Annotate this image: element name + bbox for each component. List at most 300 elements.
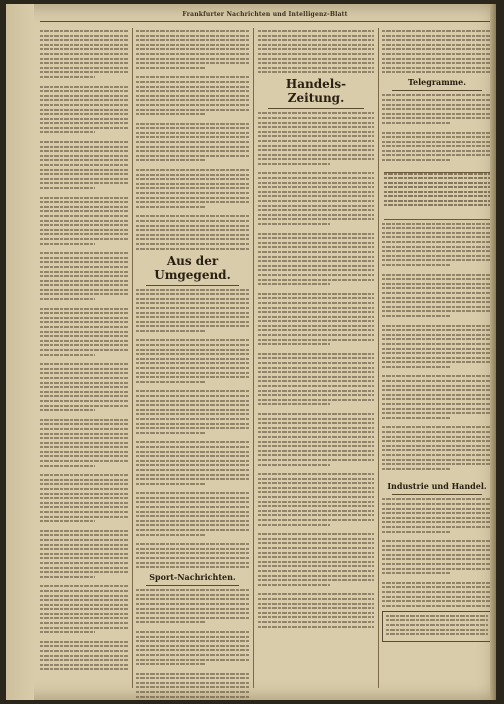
text-line-placeholder — [382, 498, 492, 500]
text-line-placeholder — [382, 572, 450, 574]
text-line-placeholder — [136, 30, 249, 32]
masthead-title: Frankfurter Nachrichten und Intelligenz-Blatt — [182, 10, 348, 18]
text-line-placeholder — [40, 335, 128, 337]
text-line-placeholder — [136, 552, 249, 554]
text-line-placeholder — [258, 418, 374, 420]
text-line-placeholder — [136, 617, 249, 619]
divider — [268, 108, 364, 109]
text-line-placeholder — [40, 206, 128, 208]
text-line-placeholder — [40, 455, 128, 457]
text-line-placeholder — [136, 243, 249, 245]
divider — [146, 285, 239, 286]
text-line-placeholder — [40, 159, 128, 161]
text-line-placeholder — [382, 246, 492, 248]
text-line-placeholder — [40, 243, 95, 245]
text-line-placeholder — [258, 403, 330, 405]
divider — [146, 585, 239, 586]
text-line-placeholder — [258, 501, 374, 503]
text-line-placeholder — [136, 464, 249, 466]
text-line-placeholder — [40, 516, 128, 518]
text-line-placeholder — [258, 122, 374, 124]
text-line-placeholder — [40, 220, 128, 222]
text-line-placeholder — [258, 376, 374, 378]
text-line-placeholder — [136, 469, 249, 471]
text-line-placeholder — [258, 598, 374, 600]
text-line-placeholder — [136, 44, 249, 46]
text-line-placeholder — [258, 320, 374, 322]
text-line-placeholder — [136, 492, 249, 494]
text-line-placeholder — [136, 659, 249, 661]
text-line-placeholder — [382, 436, 492, 438]
text-line-placeholder — [258, 357, 374, 359]
text-line-placeholder — [136, 197, 249, 199]
text-line-placeholder — [386, 633, 488, 635]
text-line-placeholder — [136, 344, 249, 346]
text-line-placeholder — [382, 35, 492, 37]
text-line-placeholder — [258, 353, 374, 355]
text-line-placeholder — [382, 512, 492, 514]
text-line-placeholder — [382, 297, 492, 299]
text-line-placeholder — [136, 598, 249, 600]
text-line-placeholder — [40, 539, 128, 541]
text-line-placeholder — [40, 90, 128, 92]
text-line-placeholder — [258, 293, 374, 295]
text-line-placeholder — [136, 358, 249, 360]
text-line-placeholder — [382, 141, 492, 143]
text-line-placeholder — [40, 548, 128, 550]
text-line-placeholder — [136, 53, 249, 55]
text-line-placeholder — [258, 44, 374, 46]
text-line-placeholder — [382, 445, 492, 447]
text-line-placeholder — [382, 521, 492, 523]
text-line-placeholder — [382, 132, 492, 134]
text-line-placeholder — [258, 145, 374, 147]
text-line-placeholder — [136, 506, 249, 508]
text-line-placeholder — [382, 301, 492, 303]
text-line-placeholder — [382, 403, 492, 405]
text-line-placeholder — [258, 390, 374, 392]
text-line-placeholder — [382, 412, 492, 414]
text-line-placeholder — [386, 619, 488, 621]
text-line-placeholder — [136, 645, 249, 647]
text-line-placeholder — [40, 109, 128, 111]
text-line-placeholder — [40, 567, 128, 569]
text-line-placeholder — [40, 428, 128, 430]
text-line-placeholder — [258, 547, 374, 549]
text-line-placeholder — [386, 624, 488, 626]
text-line-placeholder — [382, 232, 492, 234]
text-line-placeholder — [258, 454, 374, 456]
text-line-placeholder — [258, 542, 374, 544]
text-line-placeholder — [136, 298, 249, 300]
text-line-placeholder — [136, 612, 249, 614]
text-line-placeholder — [382, 366, 450, 368]
text-line-placeholder — [136, 478, 249, 480]
text-line-placeholder — [136, 511, 249, 513]
text-line-placeholder — [40, 169, 128, 171]
text-line-placeholder — [382, 315, 450, 317]
text-line-placeholder — [136, 594, 249, 596]
text-line-placeholder — [382, 389, 492, 391]
text-line-placeholder — [136, 234, 249, 236]
text-line-placeholder — [382, 540, 492, 542]
text-line-placeholder — [40, 655, 128, 657]
text-line-placeholder — [136, 316, 249, 318]
text-line-placeholder — [40, 95, 128, 97]
text-line-placeholder — [40, 289, 128, 291]
text-line-placeholder — [258, 367, 374, 369]
text-line-placeholder — [40, 617, 128, 619]
text-line-placeholder — [40, 122, 128, 124]
text-line-placeholder — [382, 375, 492, 377]
text-line-placeholder — [136, 677, 249, 679]
text-line-placeholder — [136, 48, 249, 50]
text-line-placeholder — [382, 154, 492, 156]
text-line-placeholder — [40, 668, 128, 670]
text-line-placeholder — [258, 524, 330, 526]
text-line-placeholder — [40, 664, 128, 666]
text-line-placeholder — [258, 131, 374, 133]
text-line-placeholder — [136, 372, 249, 374]
text-line-placeholder — [258, 256, 374, 258]
text-line-placeholder — [382, 558, 492, 560]
text-line-placeholder — [258, 233, 374, 235]
text-line-placeholder — [40, 409, 95, 411]
text-line-placeholder — [40, 488, 128, 490]
text-line-placeholder — [40, 233, 128, 235]
text-line-placeholder — [136, 90, 249, 92]
text-line-placeholder — [136, 501, 249, 503]
text-line-placeholder — [258, 441, 374, 443]
text-line-placeholder — [136, 293, 249, 295]
text-line-placeholder — [382, 348, 492, 350]
text-line-placeholder — [382, 44, 492, 46]
text-line-placeholder — [136, 146, 249, 148]
text-line-placeholder — [40, 280, 128, 282]
text-line-placeholder — [258, 126, 374, 128]
text-line-placeholder — [40, 576, 95, 578]
text-line-placeholder — [40, 419, 128, 421]
text-line-placeholder — [40, 400, 128, 402]
text-line-placeholder — [384, 195, 490, 197]
text-line-placeholder — [258, 307, 374, 309]
text-line-placeholder — [40, 627, 128, 629]
text-line-placeholder — [258, 242, 374, 244]
text-line-placeholder — [258, 182, 374, 184]
text-line-placeholder — [382, 58, 492, 60]
text-line-placeholder — [40, 437, 128, 439]
text-line-placeholder — [258, 399, 374, 401]
text-line-placeholder — [40, 210, 128, 212]
text-line-placeholder — [136, 376, 249, 378]
text-line-placeholder — [136, 548, 249, 550]
text-line-placeholder — [382, 426, 492, 428]
text-line-placeholder — [40, 511, 128, 513]
text-line-placeholder — [382, 338, 492, 340]
column-rule — [132, 28, 133, 688]
section-heading-umgegend: Aus der Umgegend. — [154, 253, 231, 282]
text-line-placeholder — [136, 183, 249, 185]
text-line-placeholder — [382, 136, 492, 138]
text-line-placeholder — [136, 248, 249, 250]
text-line-placeholder — [382, 563, 492, 565]
text-line-placeholder — [258, 385, 374, 387]
text-line-placeholder — [136, 566, 249, 568]
text-line-placeholder — [40, 173, 128, 175]
text-line-placeholder — [40, 224, 128, 226]
text-line-placeholder — [258, 269, 374, 271]
text-line-placeholder — [136, 497, 249, 499]
text-line-placeholder — [136, 400, 249, 402]
text-line-placeholder — [258, 459, 374, 461]
text-line-placeholder — [382, 108, 492, 110]
text-line-placeholder — [258, 607, 374, 609]
text-line-placeholder — [382, 145, 492, 147]
text-line-placeholder — [382, 531, 450, 533]
column-rule — [378, 28, 379, 688]
text-line-placeholder — [136, 81, 249, 83]
text-line-placeholder — [40, 372, 128, 374]
text-line-placeholder — [258, 575, 374, 577]
text-line-placeholder — [382, 554, 492, 556]
section-heading-sport: Sport-Nachrichten. — [149, 572, 236, 583]
text-line-placeholder — [136, 220, 249, 222]
text-line-placeholder — [136, 187, 249, 189]
text-line-placeholder — [40, 465, 95, 467]
text-line-placeholder — [258, 53, 374, 55]
text-line-placeholder — [258, 30, 374, 32]
text-line-placeholder — [382, 440, 492, 442]
text-line-placeholder — [382, 53, 492, 55]
text-line-placeholder — [40, 506, 128, 508]
text-line-placeholder — [382, 385, 492, 387]
text-line-placeholder — [40, 631, 95, 633]
text-line-placeholder — [40, 520, 95, 522]
text-line-placeholder — [40, 197, 128, 199]
text-line-placeholder — [258, 297, 374, 299]
text-line-placeholder — [136, 192, 249, 194]
text-line-placeholder — [382, 236, 492, 238]
column-4 — [382, 30, 492, 690]
text-line-placeholder — [258, 265, 374, 267]
text-line-placeholder — [136, 339, 249, 341]
text-line-placeholder — [136, 62, 249, 64]
text-line-placeholder — [40, 317, 128, 319]
text-line-placeholder — [382, 62, 492, 64]
text-line-placeholder — [40, 659, 128, 661]
text-line-placeholder — [136, 95, 249, 97]
text-line-placeholder — [136, 395, 249, 397]
text-line-placeholder — [382, 99, 492, 101]
text-line-placeholder — [386, 615, 488, 617]
text-line-placeholder — [382, 468, 450, 470]
text-line-placeholder — [40, 493, 128, 495]
text-line-placeholder — [40, 308, 128, 310]
text-line-placeholder — [258, 325, 374, 327]
text-line-placeholder — [382, 30, 492, 32]
text-line-placeholder — [382, 582, 492, 584]
text-line-placeholder — [40, 442, 128, 444]
text-line-placeholder — [382, 255, 492, 257]
text-line-placeholder — [40, 261, 128, 263]
text-line-placeholder — [136, 451, 249, 453]
text-line-placeholder — [382, 287, 492, 289]
text-line-placeholder — [386, 629, 488, 631]
text-line-placeholder — [136, 649, 249, 651]
text-line-placeholder — [136, 691, 249, 693]
text-line-placeholder — [382, 259, 492, 261]
text-line-placeholder — [40, 67, 128, 69]
text-line-placeholder — [40, 585, 128, 587]
text-line-placeholder — [384, 191, 490, 193]
text-line-placeholder — [382, 223, 492, 225]
data-table — [384, 172, 490, 220]
text-line-placeholder — [136, 215, 249, 217]
text-line-placeholder — [258, 205, 374, 207]
text-line-placeholder — [40, 391, 128, 393]
text-line-placeholder — [382, 48, 492, 50]
text-line-placeholder — [136, 132, 249, 134]
text-line-placeholder — [40, 104, 128, 106]
text-line-placeholder — [382, 549, 492, 551]
text-line-placeholder — [136, 206, 206, 208]
text-line-placeholder — [384, 200, 490, 202]
text-line-placeholder — [258, 135, 374, 137]
text-line-placeholder — [40, 275, 128, 277]
text-line-placeholder — [258, 552, 374, 554]
text-line-placeholder — [136, 696, 249, 698]
text-line-placeholder — [382, 104, 492, 106]
text-line-placeholder — [382, 398, 492, 400]
text-line-placeholder — [382, 568, 492, 570]
text-line-placeholder — [382, 380, 492, 382]
column-rule — [253, 28, 254, 688]
text-line-placeholder — [136, 325, 249, 327]
text-line-placeholder — [40, 266, 128, 268]
text-line-placeholder — [136, 229, 249, 231]
text-line-placeholder — [136, 413, 249, 415]
text-line-placeholder — [382, 274, 492, 276]
text-line-placeholder — [258, 58, 374, 60]
text-line-placeholder — [258, 510, 374, 512]
text-line-placeholder — [382, 454, 492, 456]
text-line-placeholder — [258, 67, 374, 69]
text-line-placeholder — [136, 307, 249, 309]
text-line-placeholder — [40, 257, 128, 259]
text-line-placeholder — [136, 441, 249, 443]
text-line-placeholder — [384, 182, 490, 184]
text-line-placeholder — [40, 39, 128, 41]
text-line-placeholder — [258, 214, 374, 216]
text-line-placeholder — [258, 316, 374, 318]
text-line-placeholder — [258, 279, 374, 281]
text-line-placeholder — [258, 191, 374, 193]
text-line-placeholder — [258, 158, 374, 160]
text-line-placeholder — [136, 330, 206, 332]
text-line-placeholder — [384, 173, 490, 175]
text-line-placeholder — [258, 478, 374, 480]
text-line-placeholder — [382, 463, 492, 465]
text-line-placeholder — [382, 591, 492, 593]
text-line-placeholder — [258, 380, 374, 382]
text-line-placeholder — [136, 225, 249, 227]
text-line-placeholder — [40, 622, 128, 624]
text-line-placeholder — [382, 67, 492, 69]
text-line-placeholder — [40, 127, 128, 129]
text-line-placeholder — [258, 246, 374, 248]
text-line-placeholder — [136, 427, 249, 429]
newspaper-page — [6, 4, 496, 700]
text-line-placeholder — [40, 590, 128, 592]
text-line-placeholder — [136, 58, 249, 60]
text-line-placeholder — [136, 381, 206, 383]
text-line-placeholder — [40, 331, 128, 333]
text-line-placeholder — [136, 367, 249, 369]
text-line-placeholder — [40, 354, 95, 356]
text-line-placeholder — [258, 195, 374, 197]
text-line-placeholder — [136, 404, 249, 406]
text-line-placeholder — [382, 94, 492, 96]
text-line-placeholder — [40, 544, 128, 546]
text-line-placeholder — [382, 394, 492, 396]
text-line-placeholder — [40, 113, 128, 115]
text-line-placeholder — [258, 260, 374, 262]
text-line-placeholder — [384, 204, 490, 206]
text-line-placeholder — [258, 445, 374, 447]
text-line-placeholder — [136, 109, 249, 111]
text-line-placeholder — [382, 150, 492, 152]
text-line-placeholder — [258, 172, 374, 174]
text-line-placeholder — [40, 595, 128, 597]
text-line-placeholder — [136, 603, 249, 605]
text-line-placeholder — [136, 312, 249, 314]
text-line-placeholder — [258, 274, 374, 276]
text-line-placeholder — [382, 241, 492, 243]
text-line-placeholder — [258, 482, 374, 484]
text-line-placeholder — [382, 596, 492, 598]
text-line-placeholder — [258, 154, 374, 156]
text-line-placeholder — [40, 395, 128, 397]
text-line-placeholder — [40, 363, 128, 365]
text-line-placeholder — [40, 645, 128, 647]
text-line-placeholder — [382, 117, 492, 119]
text-line-placeholder — [258, 218, 374, 220]
text-line-placeholder — [382, 306, 492, 308]
column-2 — [136, 30, 249, 690]
text-line-placeholder — [136, 136, 249, 138]
text-line-placeholder — [382, 250, 492, 252]
text-line-placeholder — [382, 278, 492, 280]
text-line-placeholder — [382, 600, 492, 602]
text-line-placeholder — [136, 321, 249, 323]
text-line-placeholder — [40, 178, 128, 180]
text-line-placeholder — [40, 131, 95, 133]
divider — [392, 90, 482, 91]
text-line-placeholder — [258, 570, 374, 572]
text-line-placeholder — [40, 141, 128, 143]
text-line-placeholder — [258, 311, 374, 313]
page-edge — [490, 4, 496, 700]
text-line-placeholder — [40, 553, 128, 555]
text-line-placeholder — [136, 174, 249, 176]
text-line-placeholder — [40, 604, 128, 606]
text-line-placeholder — [382, 503, 492, 505]
text-line-placeholder — [136, 104, 249, 106]
text-line-placeholder — [382, 586, 492, 588]
text-line-placeholder — [258, 496, 374, 498]
text-line-placeholder — [382, 310, 492, 312]
text-line-placeholder — [382, 113, 492, 115]
